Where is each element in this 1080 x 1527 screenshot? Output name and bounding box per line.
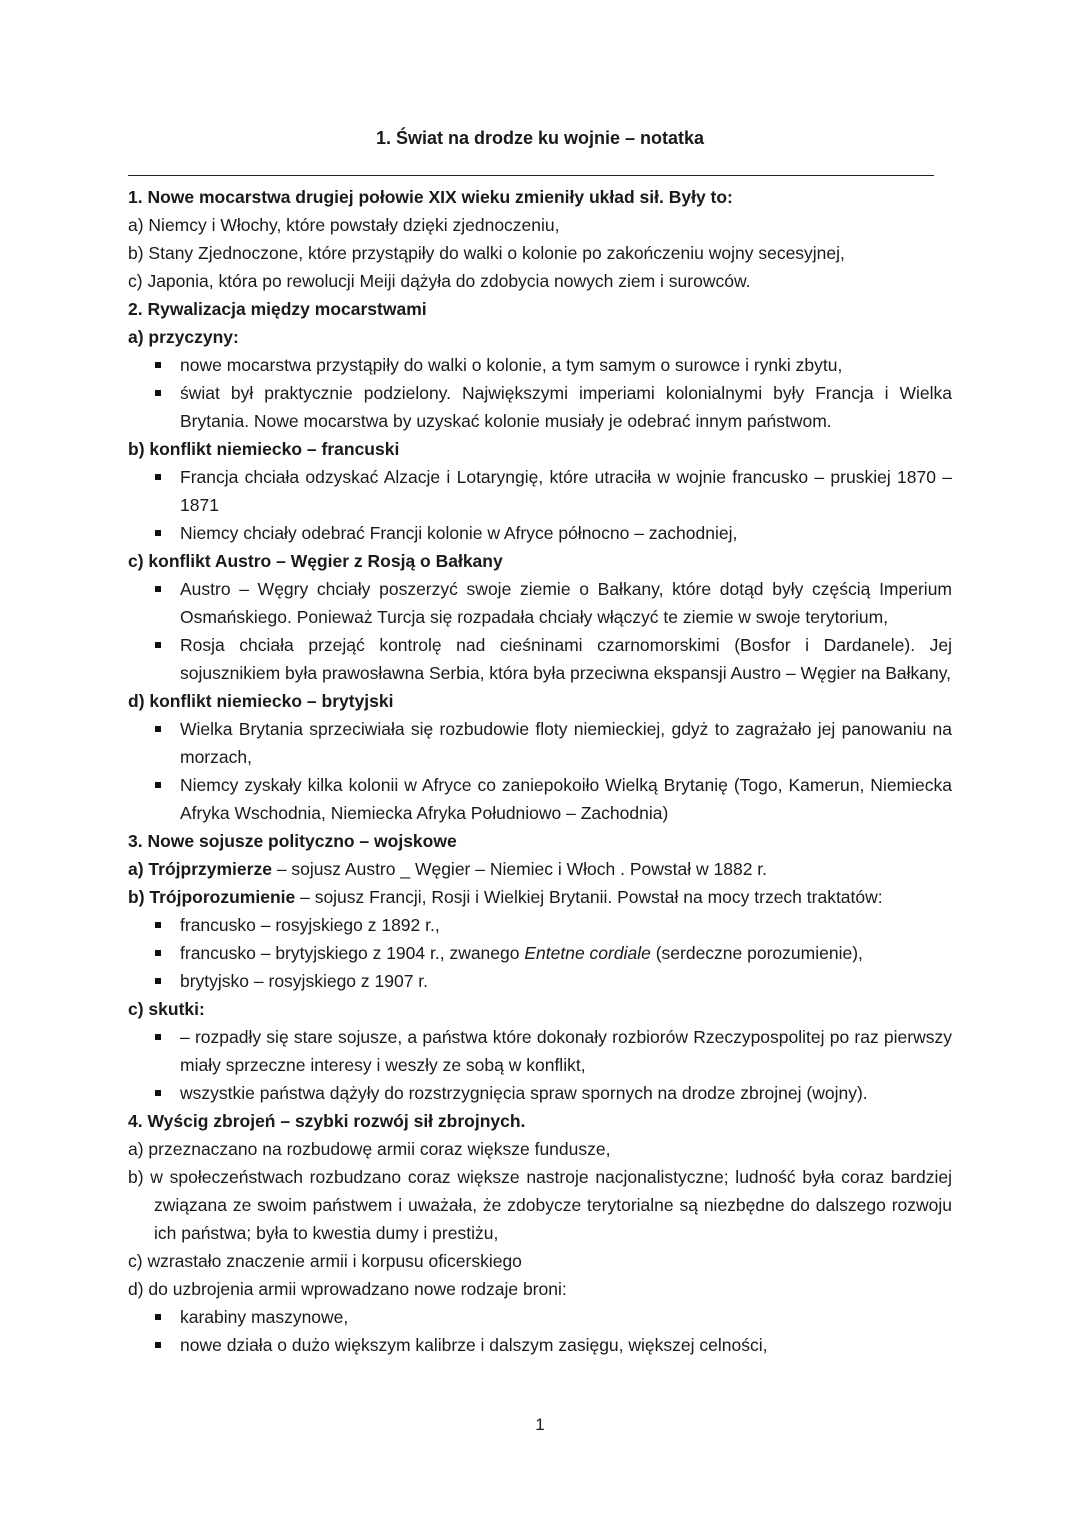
bullet-item: Niemcy chciały odebrać Francji kolonie w Afryce północno – zachodniej, xyxy=(128,519,952,547)
section-heading: 2. Rywalizacja między mocarstwami xyxy=(128,299,427,319)
definition: – sojusz Francji, Rosji i Wielkiej Brytanii. Powstał na mocy trzech traktatów: xyxy=(295,887,883,907)
page-title: 1. Świat na drodze ku wojnie – notatka xyxy=(375,128,705,148)
subsection-heading: a) przyczyny: xyxy=(128,327,239,347)
bullet-item: brytyjsko – rosyjskiego z 1907 r. xyxy=(128,967,952,995)
page-number: 1 xyxy=(535,1415,545,1434)
subsection-heading: c) konflikt Austro – Węgier z Rosją o Bałkany xyxy=(128,551,503,571)
subsection-heading: d) konflikt niemiecko – brytyjski xyxy=(128,691,394,711)
bullet-item: wszystkie państwa dążyły do rozstrzygnięcia spraw spornych na drodze zbrojnej (wojny). xyxy=(128,1079,952,1107)
bullet-text: (serdeczne porozumienie), xyxy=(650,943,863,963)
title-divider xyxy=(128,175,934,176)
bullet-item: nowe działa o dużo większym kalibrze i dalszym zasięgu, większej celności, xyxy=(128,1331,952,1359)
list-item: a) przeznaczano na rozbudowę armii coraz większe fundusze, xyxy=(128,1139,611,1159)
list-item: c) wzrastało znaczenie armii i korpusu oficerskiego xyxy=(128,1251,522,1271)
list-item: b) w społeczeństwach rozbudzano coraz większe nastroje nacjonalistyczne; ludność była coraz bardziej związana ze swoim państwem i uważała, że zdobycze terytorialne są niezbędne do dalszego rozwoju ich państwa; była to kwestia dumy i prestiżu, xyxy=(128,1167,952,1243)
list-item: c) Japonia, która po rewolucji Meiji dążyła do zdobycia nowych ziem i surowców. xyxy=(128,271,751,291)
bullet-item: nowe mocarstwa przystąpiły do walki o kolonie, a tym samym o surowce i rynki zbytu, xyxy=(128,351,952,379)
bullet-text: francusko – brytyjskiego z 1904 r., zwanego xyxy=(180,943,525,963)
list-item: b) Stany Zjednoczone, które przystąpiły do walki o kolonie po zakończeniu wojny secesyjnej, xyxy=(128,243,845,263)
term: b) Trójporozumienie xyxy=(128,887,296,907)
section-heading: 4. Wyścig zbrojeń – szybki rozwój sił zbrojnych. xyxy=(128,1111,526,1131)
bullet-item: karabiny maszynowe, xyxy=(128,1303,952,1331)
bullet-item: Austro – Węgry chciały poszerzyć swoje ziemie o Bałkany, które dotąd były częścią Imperium Osmańskiego. Ponieważ Turcja się rozpadała chciały włączyć te ziemie w swoje terytorium, xyxy=(128,575,952,631)
bullet-item: świat był praktycznie podzielony. Największymi imperiami kolonialnymi były Francja i Wielka Brytania. Nowe mocarstwa by uzyskać kolonie musiały je odebrać innym państwom. xyxy=(128,379,952,435)
definition: – sojusz Austro _ Węgier – Niemiec i Włoch . Powstał w 1882 r. xyxy=(271,859,768,879)
subsection-heading: b) konflikt niemiecko – francuski xyxy=(128,439,400,459)
list-item xyxy=(128,855,952,883)
document-body xyxy=(128,183,952,1359)
bullet-item: Francja chciała odzyskać Alzacje i Lotaryngię, które utraciła w wojnie francusko – pruskiej 1870 – 1871 xyxy=(128,463,952,519)
bullet-item: francusko – rosyjskiego z 1892 r., xyxy=(128,911,952,939)
bullet-item: – rozpadły się stare sojusze, a państwa które dokonały rozbiorów Rzeczypospolitej po raz pierwszy miały sprzeczne interesy i weszły ze sobą w konflikt, xyxy=(128,1023,952,1079)
list-item xyxy=(128,883,952,911)
term: a) Trójprzymierze xyxy=(128,859,272,879)
list-item: a) Niemcy i Włochy, które powstały dzięki zjednoczeniu, xyxy=(128,215,560,235)
italic-term: Entetne cordiale xyxy=(524,943,651,963)
bullet-item xyxy=(128,939,952,967)
list-item: d) do uzbrojenia armii wprowadzano nowe rodzaje broni: xyxy=(128,1279,567,1299)
section-heading: 3. Nowe sojusze polityczno – wojskowe xyxy=(128,831,457,851)
bullet-item: Niemcy zyskały kilka kolonii w Afryce co zaniepokoiło Wielką Brytanię (Togo, Kamerun, Niemiecka Afryka Wschodnia, Niemiecka Afryka Południowo – Zachodnia) xyxy=(128,771,952,827)
subsection-heading: c) skutki: xyxy=(128,999,205,1019)
section-heading: 1. Nowe mocarstwa drugiej połowie XIX wieku zmieniły układ sił. Były to: xyxy=(128,187,733,207)
bullet-item: Wielka Brytania sprzeciwiała się rozbudowie floty niemieckiej, gdyż to zagrażało jej panowaniu na morzach, xyxy=(128,715,952,771)
bullet-item: Rosja chciała przejąć kontrolę nad cieśninami czarnomorskimi (Bosfor i Dardanele). Jej sojusznikiem była prawosławna Serbia, która była przeciwna ekspansji Austro – Węgier na Bałkany, xyxy=(128,631,952,687)
